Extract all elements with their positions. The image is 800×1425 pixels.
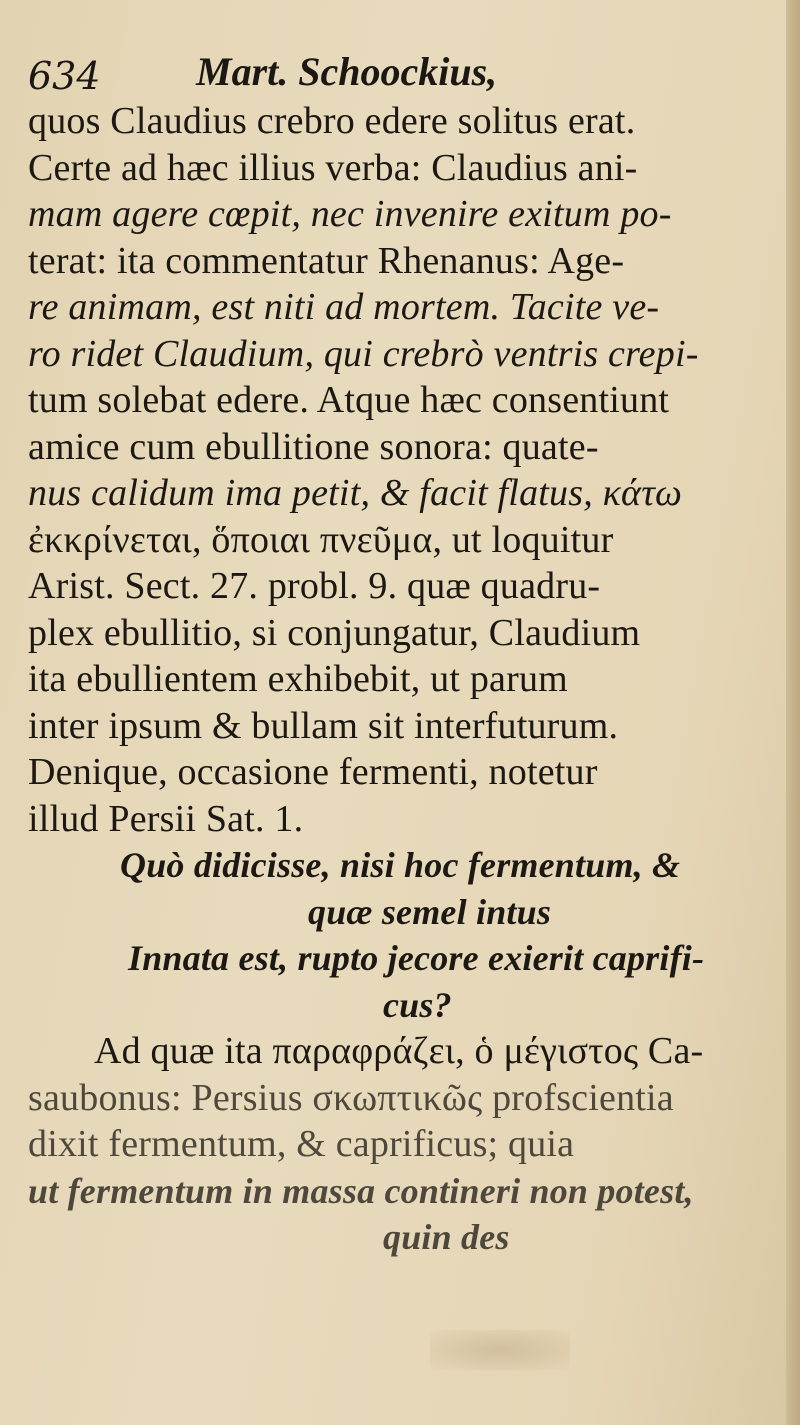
page-edge — [786, 0, 800, 1425]
catchword: quin des — [383, 1217, 510, 1257]
text-line: Certe ad hæc illius verba: Claudius ani- — [28, 146, 638, 189]
running-title: Mart. Schoockius, — [196, 49, 498, 94]
paper-stain — [430, 1330, 570, 1370]
text-line: Denique, occasione fermenti, notetur — [28, 751, 598, 793]
text-line: inter ipsum & bullam sit interfuturum. — [28, 704, 619, 747]
body-text — [28, 98, 778, 1261]
verse-line: quæ semel intus — [308, 891, 552, 932]
text-line: terat: ita commentatur Rhenanus: Age- — [28, 239, 625, 282]
text-line: ro ridet Claudium, qui crebrò ventris crepi- — [28, 332, 699, 375]
text-line: Ad quæ ita παραφράζει, ὁ μέγιστος Ca- — [94, 1030, 704, 1072]
page-number: 634 — [28, 54, 101, 98]
text-line: ut fermentum in massa contineri non potest, — [28, 1170, 694, 1211]
text-line: nus calidum ima petit, & facit flatus, κάτω — [28, 472, 683, 514]
text-line: amice cum ebullitione sonora: quate- — [28, 425, 599, 468]
text-line: illud Persii Sat. 1. — [28, 797, 304, 840]
verse-line: cus? — [383, 984, 452, 1025]
text-line: plex ebullitio, si conjungatur, Claudium — [28, 611, 641, 654]
text-line: tum solebat edere. Atque hæc consentiunt — [28, 379, 670, 421]
text-line: Arist. Sect. 27. probl. 9. quæ quadru- — [28, 565, 601, 607]
text-line: saubonus: Persius σκωπτικῶς profscientia — [28, 1076, 674, 1119]
text-line: mam agere cœpit, nec invenire exitum po- — [28, 193, 672, 235]
text-line: re animam, est niti ad mortem. Tacite ve- — [28, 286, 660, 328]
verse-line: Innata est, rupto jecore exierit caprifi- — [128, 938, 705, 978]
verse-line: Quò didicisse, nisi hoc fermentum, & — [120, 845, 681, 885]
text-line: ἐκκρίνεται, ὅποιαι πνεῦμα, ut loquitur — [28, 518, 614, 561]
text-line: dixit fermentum, & caprificus; quia — [28, 1123, 575, 1165]
text-line: quos Claudius crebro edere solitus erat. — [28, 100, 636, 142]
text-line: ita ebullientem exhibebit, ut parum — [28, 658, 568, 700]
